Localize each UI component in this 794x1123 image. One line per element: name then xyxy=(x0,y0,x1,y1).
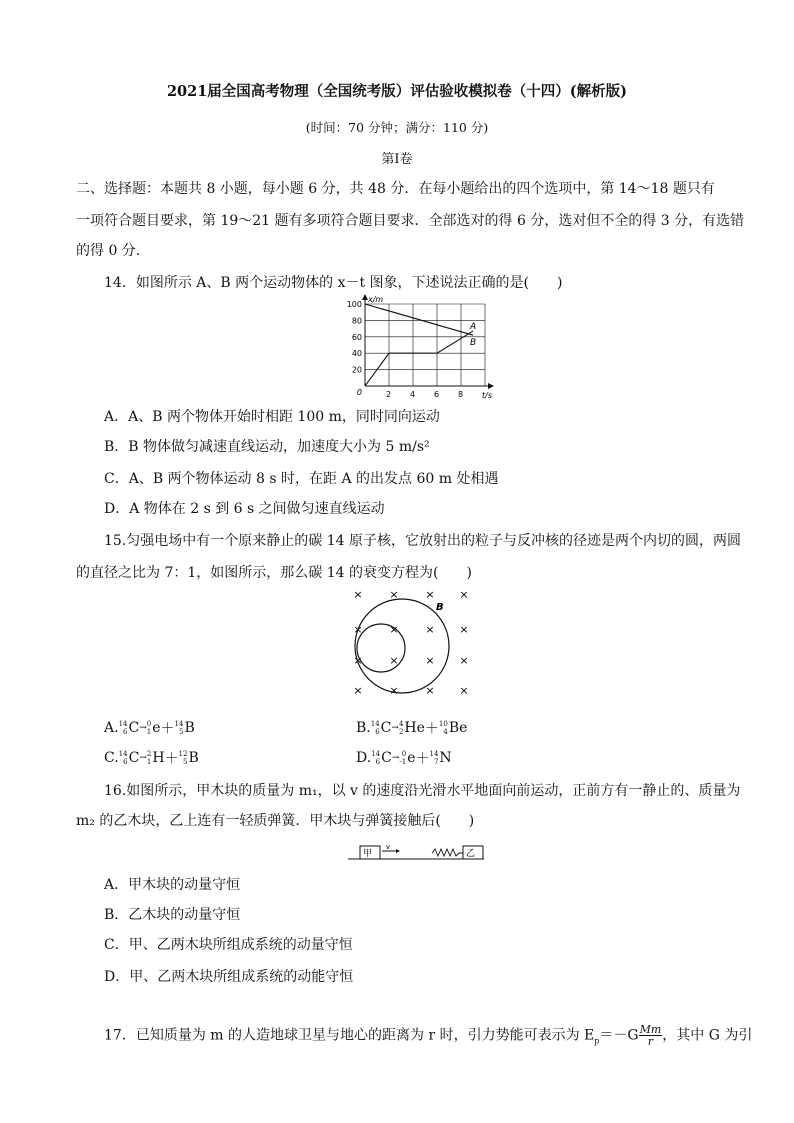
plus-sign: ＋ xyxy=(164,751,179,767)
y-tick-label: 20 xyxy=(351,365,362,375)
volume-heading: 第Ⅰ卷 xyxy=(381,152,413,167)
q16-option-a[interactable]: A．甲木块的动量守恒 xyxy=(104,877,241,893)
q15-option-d[interactable] xyxy=(356,748,452,768)
field-cross: × xyxy=(459,588,469,601)
q16-blocks-diagram xyxy=(346,842,486,862)
mass-number: 0 xyxy=(146,720,152,728)
element-symbol: e xyxy=(152,720,161,736)
y-tick-label: 80 xyxy=(351,316,362,326)
plus-sign: ＋ xyxy=(415,751,430,767)
charge-number: 5 xyxy=(183,758,188,766)
reactant-nuclide xyxy=(371,750,392,766)
product-1 xyxy=(147,720,161,736)
x-axis-label: t/s xyxy=(482,391,492,400)
element-symbol: B xyxy=(184,720,195,736)
charge-number: 6 xyxy=(123,758,128,766)
product-2 xyxy=(439,720,468,736)
field-cross: × xyxy=(389,588,399,601)
element-symbol: C xyxy=(128,750,140,766)
q15-option-c[interactable] xyxy=(104,748,199,768)
element-symbol: C xyxy=(128,720,140,736)
x-tick-label: 2 xyxy=(386,390,392,399)
mass-number: 14 xyxy=(429,750,439,758)
charge-number: 1 xyxy=(146,728,152,736)
q15-stem-line-1: 15.匀强电场中有一个原来静止的碳 14 原子核，它放射出的粒子与反冲核的径迹是两个内切的圆，两圆 xyxy=(104,533,741,549)
charge-number: 6 xyxy=(375,758,381,766)
y-tick-label: 60 xyxy=(351,332,362,342)
block-b-label: 乙 xyxy=(466,849,476,859)
large-track-circle xyxy=(355,599,449,693)
velocity-arrowhead xyxy=(396,849,400,853)
product-2 xyxy=(179,750,199,766)
chart-grid xyxy=(365,304,485,386)
mass-number: 12 xyxy=(178,750,188,758)
field-cross: × xyxy=(425,623,435,636)
field-cross: × xyxy=(353,654,363,667)
q14-option-c[interactable]: C．A、B 两个物体运动 8 s 时，在距 A 的出发点 60 m 处相遇 xyxy=(104,471,499,487)
field-cross: × xyxy=(353,588,363,601)
plus-sign: ＋ xyxy=(424,721,439,737)
element-symbol: N xyxy=(439,750,452,766)
charge-number: 2 xyxy=(398,728,404,736)
charge-number: 6 xyxy=(375,728,380,736)
mass-number: 4 xyxy=(398,720,404,728)
field-cross: × xyxy=(389,623,399,636)
mass-number: 10 xyxy=(438,720,448,728)
field-cross: × xyxy=(353,623,363,636)
q15-stem-line-2: 的直径之比为 7：1，如图所示，那么碳 14 的衰变方程为( ) xyxy=(76,565,472,581)
y-tick-label: 100 xyxy=(346,300,362,309)
product-2 xyxy=(430,750,452,766)
charge-number: 5 xyxy=(178,728,184,736)
q15-option-b[interactable] xyxy=(356,718,467,738)
field-cross: × xyxy=(425,684,435,697)
q15-magnetic-field-diagram xyxy=(340,586,480,706)
reactant-nuclide xyxy=(371,720,392,736)
series-label-b: B xyxy=(470,338,477,349)
mass-number: 14 xyxy=(174,720,184,728)
series-line-b xyxy=(365,331,473,386)
velocity-label: v xyxy=(386,843,391,851)
element-symbol: B xyxy=(188,750,199,766)
q14-stem: 14．如图所示 A、B 两个运动物体的 x－t 图象，下述说法正确的是( ) xyxy=(104,275,563,291)
q16-stem-line-1: 16.如图所示，甲木块的质量为 m₁，以 v 的速度沿光滑水平地面向前运动，正前方有一静止的、质量为 xyxy=(104,783,741,799)
element-symbol: Be xyxy=(448,720,468,736)
mass-number: 14 xyxy=(370,720,380,728)
page-title: 2021届全国高考物理（全国统考版）评估验收模拟卷（十四）(解析版) xyxy=(166,83,628,100)
q17-fraction xyxy=(639,1024,663,1047)
option-letter: C. xyxy=(104,750,119,766)
reaction-arrow: → xyxy=(391,753,400,763)
field-cross: × xyxy=(389,684,399,697)
charge-number: 1 xyxy=(146,758,152,766)
fraction-numerator: Mm xyxy=(639,1023,662,1036)
q16-option-d[interactable]: D．甲、乙两木块所组成系统的动能守恒 xyxy=(104,969,354,985)
x-tick-label: 6 xyxy=(434,390,440,399)
q14-option-b[interactable]: B．B 物体做匀减速直线运动，加速度大小为 5 m/s² xyxy=(104,439,430,455)
spring xyxy=(432,849,463,856)
field-cross: × xyxy=(459,654,469,667)
field-cross: × xyxy=(459,623,469,636)
product-1 xyxy=(399,720,425,736)
option-letter: A. xyxy=(104,720,119,736)
product-2 xyxy=(175,720,195,736)
field-cross: × xyxy=(425,588,435,601)
q17-equals: ＝－G xyxy=(599,1027,639,1044)
product-1 xyxy=(399,750,415,766)
exam-info: (时间：70 分钟；满分：110 分) xyxy=(305,120,489,135)
block-a-label: 甲 xyxy=(363,849,373,859)
product-1 xyxy=(147,750,165,766)
q15-option-a[interactable] xyxy=(104,718,195,738)
element-symbol: He xyxy=(404,720,425,736)
field-cross: × xyxy=(425,654,435,667)
small-track-circle xyxy=(357,624,405,672)
charge-number: 7 xyxy=(433,758,439,766)
q14-option-d[interactable]: D．A 物体在 2 s 到 6 s 之间做匀速直线运动 xyxy=(104,501,385,517)
option-letter: D. xyxy=(356,750,372,766)
reactant-nuclide xyxy=(119,720,140,736)
charge-number: 6 xyxy=(123,728,128,736)
mass-number: 14 xyxy=(371,750,381,758)
element-symbol: e xyxy=(407,750,416,766)
option-letter: B. xyxy=(356,720,371,736)
mass-number: 14 xyxy=(118,720,128,728)
series-line-a xyxy=(365,304,473,335)
q14-xt-chart xyxy=(332,294,502,404)
element-symbol: C xyxy=(381,750,392,766)
field-cross: × xyxy=(353,684,363,697)
instructions-line-3: 的得 0 分． xyxy=(76,243,150,259)
mass-number: 2 xyxy=(146,750,152,758)
reaction-arrow: → xyxy=(139,723,147,733)
field-cross: × xyxy=(389,654,399,667)
q16-stem-line-2: m₂ 的乙木块，乙上连有一轻质弹簧．甲木块与弹簧接触后( ) xyxy=(76,813,475,829)
q17-stem xyxy=(104,1023,753,1048)
element-symbol: H xyxy=(152,750,165,766)
fraction-denominator: r xyxy=(647,1035,654,1048)
y-tick-label: 40 xyxy=(351,349,362,359)
charge-number: -1 xyxy=(399,758,407,766)
mass-number: 0 xyxy=(401,750,407,758)
reaction-arrow: → xyxy=(139,753,147,763)
q17-subscript: p xyxy=(594,1036,600,1046)
charge-number: 4 xyxy=(443,728,448,736)
y-tick-label: 0 xyxy=(356,388,362,397)
mass-number: 14 xyxy=(118,750,128,758)
x-tick-label: 8 xyxy=(458,390,464,399)
element-symbol: C xyxy=(380,720,392,736)
q14-option-a[interactable]: A．A、B 两个物体开始时相距 100 m，同时同向运动 xyxy=(104,409,440,425)
field-label: B xyxy=(436,602,444,613)
q17-stem-start: 17．已知质量为 m 的人造地球卫星与地心的距离为 r 时，引力势能可表示为 E xyxy=(104,1027,595,1044)
instructions-line-1: 二、选择题：本题共 8 小题，每小题 6 分，共 48 分．在每小题给出的四个选项中，第 14～18 题只有 xyxy=(76,181,715,197)
q17-stem-end: ，其中 G 为引 xyxy=(662,1027,753,1044)
reactant-nuclide xyxy=(119,750,140,766)
x-tick-label: 4 xyxy=(410,390,416,399)
field-cross: × xyxy=(459,684,469,697)
reaction-arrow: → xyxy=(391,723,399,733)
y-axis-label: x/m xyxy=(368,295,384,304)
q16-option-c[interactable]: C．甲、乙两木块所组成系统的动量守恒 xyxy=(104,937,353,953)
q16-option-b[interactable]: B．乙木块的动量守恒 xyxy=(104,907,241,923)
plus-sign: ＋ xyxy=(160,721,175,737)
x-axis-arrow xyxy=(488,383,494,389)
series-label-a: A xyxy=(470,322,477,333)
instructions-line-2: 一项符合题目要求，第 19～21 题有多项符合题目要求．全部选对的得 6 分，选对但不全的得 3 分，有选错 xyxy=(76,213,745,229)
